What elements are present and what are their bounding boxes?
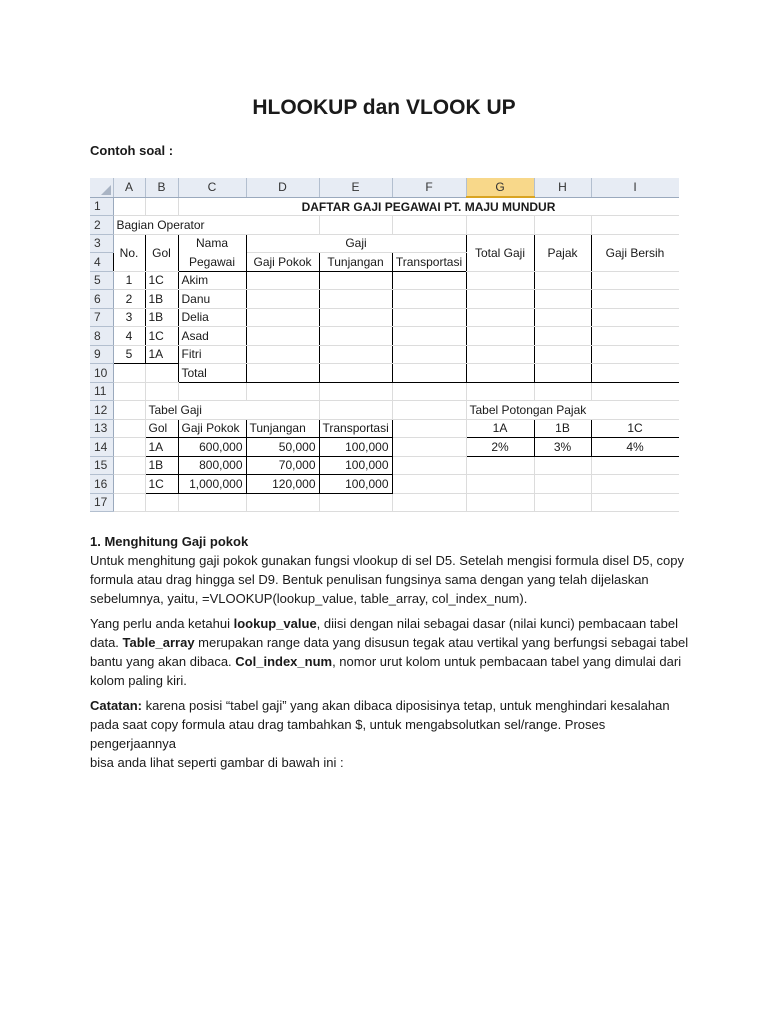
row-header[interactable]: 16 [90,475,113,494]
row-header[interactable]: 11 [90,382,113,401]
cell[interactable]: 1A [145,438,178,457]
cell[interactable]: 1B [145,456,178,475]
cell[interactable] [246,345,319,364]
cell[interactable] [591,327,679,346]
row-header[interactable]: 5 [90,271,113,290]
column-header-selected[interactable]: G [466,178,534,197]
cell[interactable]: 1B [534,419,591,438]
header-cell-pajak[interactable]: Pajak [534,234,591,271]
row-header[interactable]: 10 [90,364,113,383]
cell[interactable]: Fitri [178,345,246,364]
row-header[interactable]: 6 [90,290,113,309]
row-header[interactable]: 15 [90,456,113,475]
page-title: HLOOKUP dan VLOOK UP [252,96,516,119]
cell[interactable]: Tunjangan [246,419,319,438]
row-header[interactable]: 2 [90,216,113,235]
row-header[interactable]: 7 [90,308,113,327]
paragraph-line: bisa anda lihat seperti gambar di bawah ini : [90,755,344,770]
cell[interactable] [534,364,591,383]
header-cell-no[interactable]: No. [113,234,145,271]
cell[interactable]: 50,000 [246,438,319,457]
row-header[interactable]: 14 [90,438,113,457]
cell[interactable] [466,308,534,327]
cell[interactable]: 4 [113,327,145,346]
column-header[interactable]: I [591,178,679,197]
cell[interactable]: 100,000 [319,438,392,457]
cell[interactable] [392,271,466,290]
section-1 [90,532,690,608]
cell[interactable] [319,271,392,290]
cell[interactable] [534,327,591,346]
paragraph-line: kolom paling kiri. [90,673,187,688]
paragraph-2 [90,614,690,690]
column-header[interactable]: F [392,178,466,197]
spreadsheet-screenshot [90,178,679,516]
cell[interactable] [392,345,466,364]
cell[interactable] [392,364,466,383]
tabel-gaji-label[interactable]: Tabel Gaji [145,401,246,420]
table-row [90,308,679,327]
cell[interactable]: 800,000 [178,456,246,475]
cell[interactable]: 1C [145,327,178,346]
cell[interactable]: 1B [145,290,178,309]
row-header[interactable]: 9 [90,345,113,364]
cell[interactable] [466,327,534,346]
header-cell-total-gaji[interactable]: Total Gaji [466,234,534,271]
cell[interactable]: 1A [466,419,534,438]
cell[interactable]: 1B [145,308,178,327]
sheet-row [90,197,679,216]
row-header[interactable]: 17 [90,493,113,512]
cell[interactable]: Gaji Pokok [178,419,246,438]
cell[interactable]: 1C [145,271,178,290]
cell[interactable]: Asad [178,327,246,346]
cell[interactable] [466,271,534,290]
row-header[interactable]: 1 [90,197,113,216]
cell[interactable] [466,345,534,364]
cell[interactable]: 70,000 [246,456,319,475]
tabel-pajak-label[interactable]: Tabel Potongan Pajak [466,401,679,420]
cell[interactable]: 2% [466,438,534,457]
table-row [90,456,679,475]
select-all-corner[interactable] [90,178,113,197]
cell[interactable] [466,290,534,309]
banner-cell[interactable]: DAFTAR GAJI PEGAWAI PT. MAJU MUNDUR [178,197,679,216]
cell[interactable]: Akim [178,271,246,290]
column-header[interactable]: A [113,178,145,197]
column-header[interactable]: H [534,178,591,197]
cell[interactable]: 5 [113,345,145,364]
cell[interactable]: 1C [145,475,178,494]
paragraph-line: Catatan: karena posisi “tabel gaji” yang akan dibaca diposisinya tetap, untuk menghindari kesalahan [90,698,670,713]
cell[interactable] [246,364,319,383]
sheet-row [90,234,679,253]
cell[interactable] [534,308,591,327]
row-header[interactable]: 8 [90,327,113,346]
cell[interactable]: 3 [113,308,145,327]
cell[interactable] [534,271,591,290]
row-header[interactable]: 3 [90,234,113,253]
paragraph-line: formula atau drag hingga sel D9. Bentuk penulisan fungsinya sama dengan yang telah dijelaskan [90,572,649,587]
paragraph-line: data. Table_array merupakan range data yang disusun tegak atau vertikal yang berfungsi sebagai tabel [90,635,689,650]
header-cell-gaji-pokok[interactable]: Gaji Pokok [246,253,319,272]
total-label-cell[interactable]: Total [178,364,246,383]
cell[interactable]: 120,000 [246,475,319,494]
cell[interactable]: 1,000,000 [178,475,246,494]
cell[interactable] [246,327,319,346]
cell[interactable] [319,308,392,327]
paragraph-line: bantu yang akan dibaca. Col_index_num, nomor urut kolom untuk pembacaan tabel yang dimulai dari [90,654,682,669]
header-cell-gaji[interactable]: Gaji [246,234,466,253]
header-cell-gaji-bersih[interactable]: Gaji Bersih [591,234,679,271]
cell[interactable]: Transportasi [319,419,392,438]
paragraph-line: Untuk menghitung gaji pokok gunakan fungsi vlookup di sel D5. Setelah mengisi formula disel D5, copy [90,553,685,568]
cell[interactable] [534,345,591,364]
section-title: 1. Menghitung Gaji pokok [90,534,249,549]
table-row [90,438,679,457]
sheet-row [90,382,679,401]
cell[interactable]: 100,000 [319,456,392,475]
cell[interactable]: 100,000 [319,475,392,494]
sheet-row [90,216,679,235]
cell[interactable] [591,364,679,383]
cell[interactable]: Danu [178,290,246,309]
cell[interactable] [591,308,679,327]
sheet-row [90,493,679,512]
cell[interactable] [392,290,466,309]
table-row [90,290,679,309]
cell[interactable]: Gol [145,419,178,438]
cell[interactable] [534,290,591,309]
table-row [90,271,679,290]
header-cell-tunjangan[interactable]: Tunjangan [319,253,392,272]
cell[interactable]: 1A [145,345,178,364]
row-header[interactable]: 12 [90,401,113,420]
paragraph-3 [90,696,690,772]
cell[interactable] [319,290,392,309]
header-cell-pegawai[interactable]: Pegawai [178,253,246,272]
sheet-row [90,401,679,420]
column-header[interactable]: D [246,178,319,197]
cell[interactable] [319,327,392,346]
cell[interactable]: 2 [113,290,145,309]
cell[interactable]: 4% [591,438,679,457]
cell[interactable] [392,308,466,327]
cell[interactable] [591,271,679,290]
row-header[interactable]: 4 [90,253,113,272]
cell[interactable] [392,327,466,346]
column-header[interactable]: B [145,178,178,197]
cell[interactable] [319,364,392,383]
cell[interactable] [466,364,534,383]
section-label-cell[interactable]: Bagian Operator [113,216,246,235]
column-header[interactable]: E [319,178,392,197]
table-row [90,419,679,438]
cell[interactable]: Delia [178,308,246,327]
cell[interactable] [246,271,319,290]
cell[interactable]: 1C [591,419,679,438]
paragraph-line: pada saat copy formula atau drag tambahkan $, untuk mengabsolutkan sel/range. Proses pengerjaannya [90,717,606,751]
table-row [90,327,679,346]
row-header[interactable]: 13 [90,419,113,438]
paragraph-line: Yang perlu anda ketahui lookup_value, diisi dengan nilai sebagai dasar (nilai kunci) pembacaan tabel [90,616,679,631]
header-cell-transportasi[interactable]: Transportasi [392,253,466,272]
paragraph-line: sebelumnya, yaitu, =VLOOKUP(lookup_value, table_array, col_index_num). [90,591,528,606]
example-heading: Contoh soal : [90,143,174,158]
cell[interactable] [591,290,679,309]
cell[interactable] [319,345,392,364]
column-header[interactable]: C [178,178,246,197]
header-cell-nama[interactable]: Nama [178,234,246,253]
cell[interactable] [246,308,319,327]
header-cell-gol[interactable]: Gol [145,234,178,271]
cell[interactable]: 600,000 [178,438,246,457]
table-row [90,345,679,364]
cell[interactable]: 3% [534,438,591,457]
cell[interactable] [591,345,679,364]
table-row [90,364,679,383]
cell[interactable]: 1 [113,271,145,290]
cell[interactable] [246,290,319,309]
table-row [90,475,679,494]
column-header-row [90,178,679,197]
